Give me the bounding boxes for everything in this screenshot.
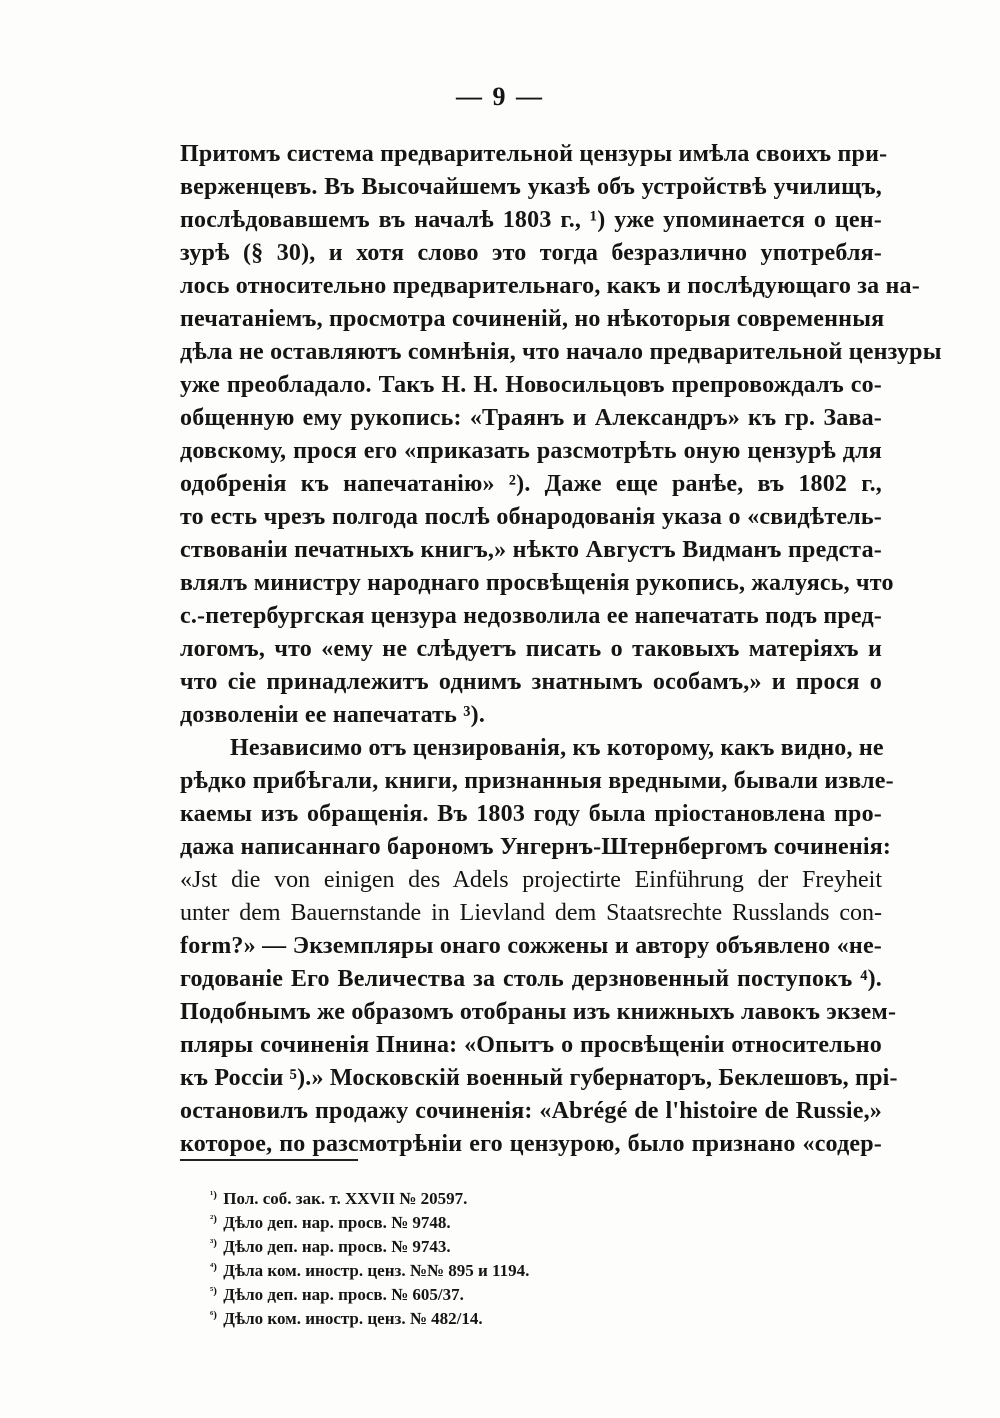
body-line-14: влялъ министру народнаго просвѣщенія рукопись, жалуясь, что bbox=[180, 570, 894, 596]
body-line-2: верженцевъ. Въ Высочайшемъ указѣ объ устройствѣ училищъ, bbox=[180, 174, 882, 200]
footnote-mark: ⁶) bbox=[210, 1309, 217, 1321]
page-number: — 9 — bbox=[456, 82, 544, 111]
footnote-mark: ⁴) bbox=[210, 1261, 217, 1273]
body-line-4: зурѣ (§ 30), и хотя слово это тогда безразлично употребля- bbox=[180, 240, 882, 266]
footnote-text: Дѣло деп. нар. просв. № 605/37. bbox=[223, 1285, 464, 1304]
footnote-6 bbox=[210, 1303, 483, 1331]
body-line-12: то есть чрезъ полгода послѣ обнародованія указа о «свидѣтель- bbox=[180, 504, 882, 530]
body-line-3: послѣдовавшемъ въ началѣ 1803 г., ¹) уже упоминается о цен- bbox=[180, 207, 882, 233]
footnote-text: Дѣло ком. иностр. ценз. № 482/14. bbox=[223, 1309, 483, 1328]
body-line-31: которое, по разсмотрѣніи его цензурою, было признано «содер- bbox=[180, 1131, 882, 1157]
body-line-23: «Jst die von einigen des Adels projectirte Einführung der Freyheit bbox=[180, 867, 882, 893]
body-line-25: form?» — Экземпляры онаго сожжены и автору объявлено «не- bbox=[180, 933, 882, 959]
body-line-11: одобренія къ напечатанію» ²). Даже еще ранѣе, въ 1802 г., bbox=[180, 471, 882, 497]
body-line-19: Независимо отъ цензированія, къ которому, какъ видно, не bbox=[230, 735, 884, 761]
body-line-5: лось относительно предварительнаго, какъ и послѣдующаго за на- bbox=[180, 273, 920, 299]
body-line-13: ствованіи печатныхъ книгъ,» нѣкто Августъ Видманъ предста- bbox=[180, 537, 882, 563]
footnote-text: Дѣло деп. нар. просв. № 9743. bbox=[223, 1237, 451, 1256]
body-line-7: дѣла не оставляютъ сомнѣнія, что начало предварительной цензуры bbox=[180, 339, 942, 365]
body-line-18: дозволеніи ее напечатать ³). bbox=[180, 702, 486, 728]
body-line-21: каемы изъ обращенія. Въ 1803 году была пріостановлена про- bbox=[180, 801, 882, 827]
body-line-20: рѣдко прибѣгали, книги, признанныя вредными, бывали извле- bbox=[180, 768, 894, 794]
body-line-28: пляры сочиненія Пнина: «Опытъ о просвѣщеніи относительно bbox=[180, 1032, 882, 1058]
footnote-mark: ¹) bbox=[210, 1189, 217, 1201]
footnote-divider bbox=[180, 1159, 358, 1161]
body-line-22: дажа написаннаго барономъ Унгернъ-Штернбергомъ сочиненія: bbox=[180, 834, 892, 860]
body-line-1: Притомъ система предварительной цензуры имѣла своихъ при- bbox=[180, 141, 888, 167]
footnote-text: Дѣло деп. нар. просв. № 9748. bbox=[223, 1213, 451, 1232]
body-line-16: логомъ, что «ему не слѣдуетъ писать о таковыхъ матеріяхъ и bbox=[180, 636, 882, 662]
body-line-27: Подобнымъ же образомъ отобраны изъ книжныхъ лавокъ экзем- bbox=[180, 999, 897, 1025]
body-line-8: уже преобладало. Такъ Н. Н. Новосильцовъ препровождалъ со- bbox=[180, 372, 882, 398]
footnote-mark: ³) bbox=[210, 1237, 217, 1249]
body-line-26: годованіе Его Величества за столь дерзновенный поступокъ ⁴). bbox=[180, 966, 882, 992]
body-line-6: печатаніемъ, просмотра сочиненій, но нѣкоторыя современныя bbox=[180, 306, 885, 332]
body-line-29: къ Россіи ⁵).» Московскій военный губернаторъ, Беклешовъ, прі- bbox=[180, 1065, 898, 1091]
body-line-9: общенную ему рукопись: «Траянъ и Александръ» къ гр. Зава- bbox=[180, 405, 882, 431]
footnote-text: Пол. соб. зак. т. XXVII № 20597. bbox=[223, 1189, 468, 1208]
body-line-10: довскому, прося его «приказать разсмотрѣть оную цензурѣ для bbox=[180, 438, 882, 464]
footnote-mark: ²) bbox=[210, 1213, 217, 1225]
footnote-mark: ⁵) bbox=[210, 1285, 217, 1297]
body-line-17: что сіе принадлежитъ однимъ знатнымъ особамъ,» и прося о bbox=[180, 669, 882, 695]
footnote-text: Дѣла ком. иностр. ценз. №№ 895 и 1194. bbox=[223, 1261, 530, 1280]
body-line-30: остановилъ продажу сочиненія: «Abrégé de l'histoire de Russie,» bbox=[180, 1098, 882, 1124]
body-line-15: с.-петербургская цензура недозволила ее напечатать подъ пред- bbox=[180, 603, 883, 629]
body-line-24: unter dem Bauernstande in Lievland dem Staatsrechte Russlands con- bbox=[180, 900, 882, 926]
